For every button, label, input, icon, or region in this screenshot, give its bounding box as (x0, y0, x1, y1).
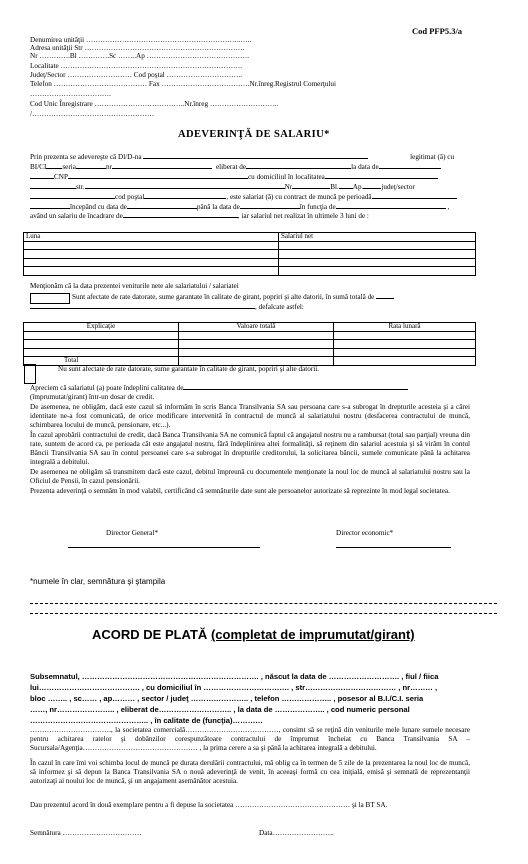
postal-code-field[interactable] (144, 198, 226, 199)
contract-period-field[interactable] (372, 198, 457, 199)
acord-line: Subsemnatul, ……………………………………………………………. , născut la data de ………………………. , fiul / fiica (30, 672, 439, 681)
form-code: Cod PFP5.3/a (412, 26, 463, 36)
header-line: Telefon ………………………………… Fax ……………………………….Nr.înreg.Registrul Comerţului (30, 80, 336, 88)
table-row (24, 340, 476, 349)
header-line: Denumirea unităţii ………………………………………………………..….. (30, 36, 252, 44)
table-header-net-salary: Salariul net (279, 233, 476, 242)
paragraph: Prezenta adeverinţă o semnăm în mod valabil, certificând că semnăturile date sunt ale persoanelor autorizate să reprezinte în mod legal societatea. (30, 487, 450, 495)
acord-paragraph: În cazul în care îmi voi schimba locul de muncă pe durata derulării contractului, mă oblig ca în termen de 5 zile de la prezentarea la noul loc de muncă, să informez şi să depun la Banca Transilvania SA o nouă adeverinţă de venit, în aceeaşi formă cu cea iniţială, emisă şi semnată de reprezentanţii autorizaţi ai noului loc de muncă, şi un angajament asemănător acestuia. (30, 759, 470, 785)
paragraph: În cazul aprobării contractului de credit, dacă Banca Transilvania SA ne comunică faptul că angajatul nostru nu a rambursat (total sau parţial) vreuna din rate, suntem de acord ca, pe perioada cât este angajatul nostru, fără îndeplinirea altei formalităţi, să reţinem din salariul acestuia şi să virăm în contul Băncii Transilvania SA sau în contul persoanei care s-a subrogat în drepturile creditorului, la solicitarea băncii, sumele comunicate până la achitarea integrală a debitului. (30, 431, 470, 466)
director-general-signature-line[interactable] (68, 547, 260, 548)
acord-line: ……………………………………….. , în calitate de (funcţia)………… (30, 716, 263, 725)
table-header-month: Luna (24, 233, 279, 242)
intro-line-2: BI/CI seria nr eliberat de la data de (30, 163, 441, 172)
net-salary-table (23, 232, 476, 276)
acord-line: lui…………………………………. , cu domiciliul în ……………………………. , str……………………………… , nr……… , (30, 683, 438, 692)
header-line: Nr ………….Bl ………….Sc ……..Ap ……………………………………. (30, 52, 250, 60)
table-row (24, 241, 476, 250)
position-field[interactable] (336, 208, 446, 209)
header-line: Localitate …………………………………………………………………. (30, 62, 243, 70)
header-line: ……………………………. (30, 90, 111, 98)
header-line: Judeţ/Sector ……………………… Cod poştal ………………………….. (30, 71, 243, 79)
base-salary-field[interactable] (123, 217, 238, 218)
paragraph: De asemenea ne obligăm să transmitem dacă este cazul, debitul împreună cu documentele menţionate la noul loc de muncă al salariatului nostru sau la Oficiul de Pensii, în cazul pensionării. (30, 468, 470, 485)
header-line: Cod Unic Înregistrare ………………………………..Nr.înreg ……………………….. (30, 100, 279, 108)
intro-line-6: începând cu data de până la data de în funcţia de , (30, 203, 449, 212)
debts-table (23, 322, 476, 366)
intro-line-5: cod poştal , este salariat (ă) cu contract de muncă pe perioadă (30, 193, 457, 202)
director-economic-signature-line[interactable] (336, 547, 451, 548)
signature-field[interactable]: Semnătura …………………………… (30, 829, 142, 837)
director-economic-label: Director economic* (336, 529, 394, 537)
table-header-total-value: Valoare totală (179, 323, 334, 332)
table-row-total: Total (24, 357, 476, 366)
block-field[interactable] (339, 188, 353, 189)
table-row (24, 331, 476, 340)
acord-line: bloc …….. , sc…… , ap……… , sector / judeţ ………………….. , telefon ……………….. , posesor al B.I./C.I. seria (30, 694, 424, 703)
director-general-label: Director General* (106, 529, 159, 537)
table-row (24, 267, 476, 276)
street-field[interactable] (85, 188, 285, 189)
locality-field[interactable] (325, 178, 438, 179)
header-line: /…………………………………………… (30, 110, 155, 118)
table-header-monthly-rate: Rata lunară (334, 323, 476, 332)
mention-line: Menţionăm că la data prezentei veniturile nete ale salariatului / salariatei (30, 282, 239, 290)
intro-line-3: CNP cu domiciliul în localitatea (30, 173, 438, 182)
divider (30, 603, 497, 604)
acord-title: ACORD DE PLATĂ (completat de imprumutat/girant) (92, 627, 415, 642)
intro-line-1: Prin prezenta se adevereşte că Dl/D-na legitimat (ă) cu (30, 153, 455, 161)
apreciem-line: Apreciem că salariatul (a) poate îndeplini calitatea de (30, 384, 408, 393)
intro-line-4: str. Nr Bl. Ap. judeţ/sector (30, 183, 415, 192)
cnp-field[interactable] (68, 178, 248, 179)
header-line: Adresa unităţii Str …………………………………………………………. (30, 44, 245, 52)
total-amount-field[interactable] (376, 298, 394, 299)
intro-line-7: având un salariu de încadrare de , iar salariul net realizat în ultimele 3 luni de : (30, 212, 369, 220)
date-field[interactable]: Data…………………….. (259, 829, 334, 837)
acord-paragraph: ……………………………., la societatea comercială…………………………………, consimt să se reţină din veniturile mele lunare sumele necesare pentru achitarea ratelor şi dobânzilor corespunzătoare contractului de împrumut încheiat cu Banca Transilvania SA – Sucursala/Agenţia………………………………………… , la prima cerere a sa şi până la achitarea integrală a debitului. (30, 726, 470, 752)
role-field[interactable] (183, 389, 408, 390)
affected-option-cont: , defalcate astfel: (30, 303, 304, 312)
paragraph: De asemenea, ne obligăm, dacă este cazul să informăm în scris Banca Transilvania SA sau persoana care s-a subrogat în drepturile acesteia şi a cărei identitate ne-a fost comunicată, de orice modificare intervenită în contractul de muncă al salariatului nostru (desfacerea contractului de muncă, schimbarea locului de muncă, pensionare, etc...). (30, 403, 470, 429)
not-affected-option: Nu sunt afectate de rate datorate, sume garantate în calitate de girant, popriri şi alte datorii. (58, 365, 320, 373)
apartment-field[interactable] (363, 188, 381, 189)
street-number-field[interactable] (292, 188, 330, 189)
issue-date-field[interactable] (379, 168, 441, 169)
not-affected-checkbox[interactable] (24, 364, 36, 384)
id-number-field[interactable] (112, 168, 212, 169)
end-date-field[interactable] (240, 208, 300, 209)
table-row (24, 348, 476, 357)
start-date-field[interactable] (127, 208, 197, 209)
table-header-explanation: Explicaţie (24, 323, 179, 332)
acord-line: ……, nr………………….. , eliberat de……………………….. , la data de ……………….. , cod numeric personal (30, 705, 410, 714)
table-row (24, 250, 476, 259)
divider (30, 613, 497, 614)
document-title: ADEVERINŢĂ DE SALARIU* (178, 129, 330, 140)
table-row (24, 258, 476, 267)
affected-option: Sunt afectate de rate datorate, sume garantate în calitate de girant, popriri şi alte datorii, în sumă totală de (72, 293, 394, 302)
acord-paragraph: Dau prezentul acord în două exemplare pentru a fi depuse la societatea ………………………………………… şi la BT SA. (30, 801, 388, 809)
id-series-field[interactable] (76, 168, 106, 169)
footnote: *numele în clar, semnătura şi ştampila (30, 577, 166, 586)
issuer-field[interactable] (246, 168, 351, 169)
apreciem-line-2: (împrumutat/girant) într-un dosar de credit. (30, 393, 155, 401)
employee-name-field[interactable] (143, 158, 368, 159)
